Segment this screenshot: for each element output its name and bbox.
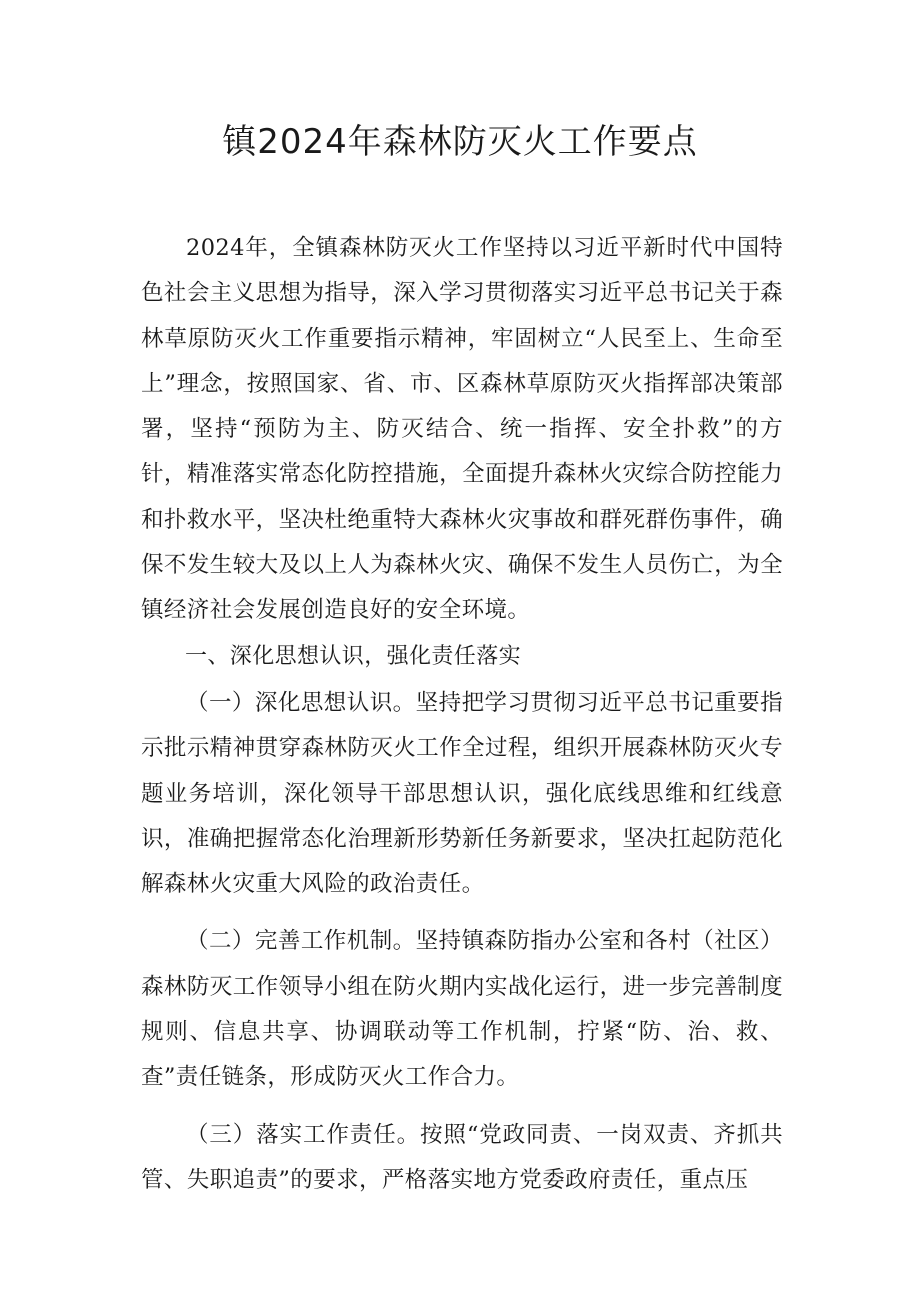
section-heading: 一、深化思想认识，强化责任落实	[185, 643, 522, 669]
section-paragraph-3: （三）落实工作责任。按照“党政同责、一岗双责、齐抓共管、失职追责”的要求，严格落实地方党委政府责任，重点压	[141, 1121, 783, 1193]
section-paragraph-2: （二）完善工作机制。坚持镇森防指办公室和各村（社区）森林防灭工作领导小组在防火期内实战化运行，进一步完善制度规则、信息共享、协调联动等工作机制，拧紧“防、治、救、查”责任链条，形成防灭火工作合力。	[141, 928, 783, 1091]
section-paragraph-1: （一）深化思想认识。坚持把学习贯彻习近平总书记重要指示批示精神贯穿森林防灭火工作全过程，组织开展森林防灭火专题业务培训，深化领导干部思想认识，强化底线思维和红线意识，准确把握常态化治理新形势新任务新要求，坚决扛起防范化解森林火灾重大风险的政治责任。	[141, 689, 783, 898]
intro-paragraph: 2024年，全镇森林防灭火工作坚持以习近平新时代中国特色社会主义思想为指导，深入学习贯彻落实习近平总书记关于森林草原防灭火工作重要指示精神，牢固树立“人民至上、生命至上”理念，按照国家、省、市、区森林草原防灭火指挥部决策部署，坚持“预防为主、防灭结合、统一指挥、安全扑救”的方针，精准落实常态化防控措施，全面提升森林火灾综合防控能力和扑救水平，坚决杜绝重特大森林火灾事故和群死群伤事件，确保不发生较大及以上人为森林火灾、确保不发生人员伤亡，为全镇经济社会发展创造良好的安全环境。	[141, 235, 783, 624]
document-title: 镇2024年森林防灭火工作要点	[222, 122, 698, 162]
document-body	[141, 226, 783, 1203]
